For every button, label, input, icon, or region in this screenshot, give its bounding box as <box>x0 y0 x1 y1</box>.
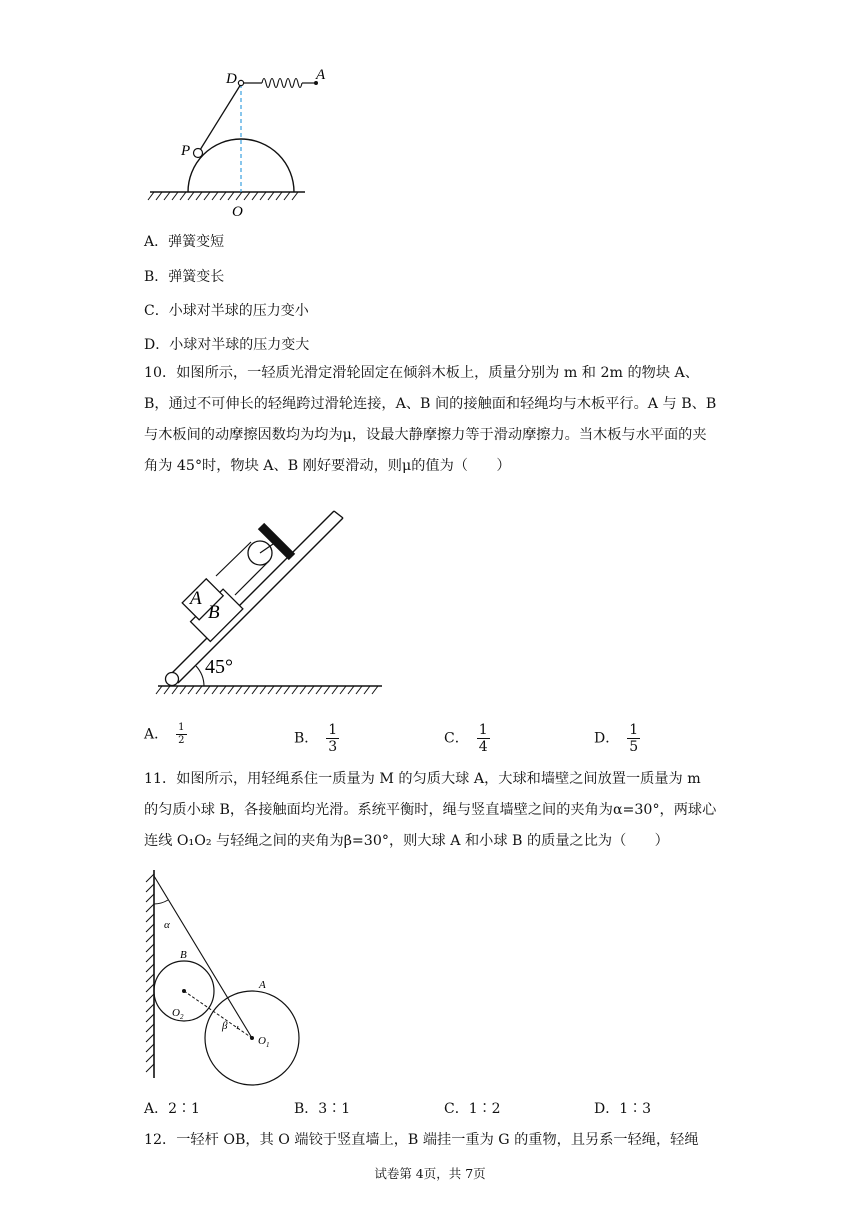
q11-option-c: C．1∶2 <box>444 1101 501 1117</box>
q11-option-d: D．1∶3 <box>594 1101 652 1117</box>
q11-option-a: A．2∶1 <box>144 1101 200 1117</box>
label-d: D <box>226 71 237 87</box>
q11-figure <box>138 866 318 1082</box>
label-alpha: α <box>164 919 170 931</box>
q9-option-d: D．小球对半球的压力变大 <box>144 337 310 353</box>
label-block-a: A <box>190 588 202 609</box>
angle-label: 45° <box>205 656 233 678</box>
label-ball-b: B <box>180 949 187 961</box>
q11-option-b: B．3∶1 <box>294 1101 351 1117</box>
label-beta: β <box>222 1020 228 1032</box>
q10-question-text: 10．如图所示，一轻质光滑定滑轮固定在倾斜木板上，质量分别为 m 和 2m 的物块 A、B，通过不可伸长的轻绳跨过滑轮连接，A、B 间的接触面和轻绳均与木板平行。A 与 B、B 与木板间的动摩擦因数均为均为μ，设最大静摩擦力等于滑动摩擦力。当木板与水平面的夹角为 45°时，物块 A、B 刚好要滑动，则μ的值为（ ） <box>144 365 717 474</box>
label-ball-a: A <box>259 979 266 991</box>
q9-option-b: B．弹簧变长 <box>144 269 225 285</box>
q10-option-a: A． $\frac{1}{2}$ <box>144 722 185 746</box>
q9-option-a: A．弹簧变短 <box>144 234 225 250</box>
page-footer: 试卷第 4页，共 7页 <box>374 1166 486 1181</box>
q10-option-d: D． $\frac{1}{5}$ <box>594 722 639 755</box>
q10-option-c: C． $\frac{1}{4}$ <box>444 722 488 755</box>
q10-option-b: B． $\frac{1}{3}$ <box>294 722 338 755</box>
q9-figure <box>140 62 326 222</box>
q9-option-c: C．小球对半球的压力变小 <box>144 303 309 319</box>
label-o: O <box>232 204 243 220</box>
label-o2: $O_2$ <box>172 1007 184 1021</box>
label-o1: $O_1$ <box>258 1035 270 1049</box>
label-p: P <box>181 143 191 159</box>
q12-question-text: 12．一轻杆 OB，其 O 端铰于竖直墙上，B 端挂一重为 G 的重物，且另系一轻绳，轻绳 <box>144 1132 699 1148</box>
q10-figure <box>150 500 390 700</box>
label-block-b: B <box>208 602 220 623</box>
q11-question-text: 11．如图所示，用轻绳系住一质量为 M 的匀质大球 A，大球和墙壁之间放置一质量为 m 的匀质小球 B，各接触面均光滑。系统平衡时，绳与竖直墙壁之间的夹角为α=30°，两球心连线 O₁O₂ 与轻绳之间的夹角为β=30°，则大球 A 和小球 B 的质量之比为（ ） <box>144 771 717 849</box>
label-a: A <box>316 67 326 83</box>
